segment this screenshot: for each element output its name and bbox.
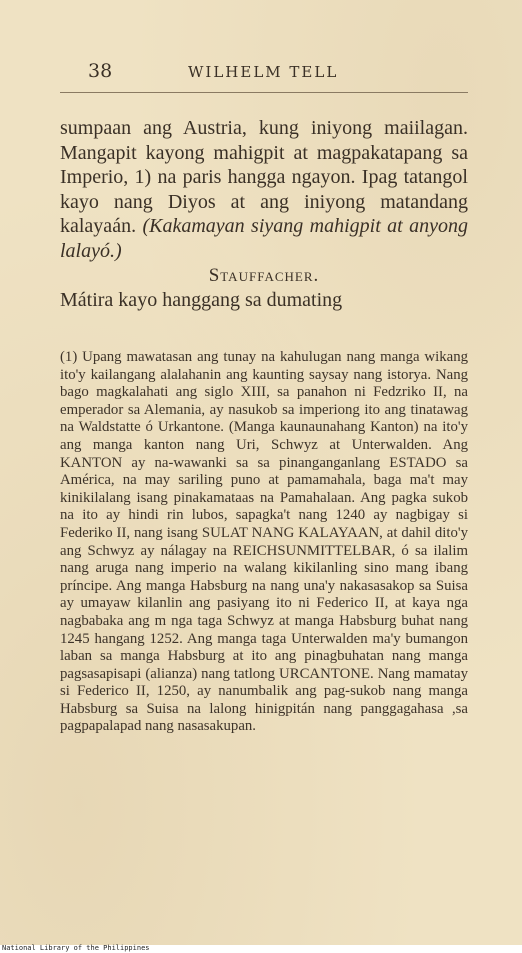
dialogue-paragraph: [60, 116, 468, 264]
footnote-text: (1) Upang mawatasan ang tunay na kahulugan nang manga wikang ito'y kailangang alalahanin ang kaunting saysay nang istorya. Nang bago magkalahati ang siglo XIII, sa panahon ni Fedzriko II, na emperador sa Alemania, ay nasukob sa imperiong ito ang tinatawag na Waldstatte ó Urkantone. (Manga kaunaunahang Kanton) na ito'y ang manga kanton nang Uri, Schwyz at Unterwalden. Ang KANTON ay na-wawanki sa sa pinanganganlang ESTADO sa América, na may sariling puno at pamamahala, baga ma't may kinikilalang isang pinakamataas na Pamahalaan. Ang pagka sukob na ito ay hindi rin lubos, sapagka't nang 1240 ay nagbigay si Federiko II, nang isang SULAT NANG KALAYAAN, at dahil dito'y ang Schwyz ay nálagay na REICHSUNMITTELBAR, ó sa ilalim nang aruga nang imperio na walang kikilanling sino mang ibang príncipe. Ang manga Habsburg na nang una'y nakasasakop sa Suisa ay umayaw kilanlin ang pasiyang ito ni Federico II, at kaya nga nagbabaka ang m nga taga Schwyz at manga Habsburg buhat nang 1245 hangang 1252. Ang manga taga Unterwalden ma'y bumangon laban sa manga Habsburg at ito ang pinagbuhatan nang manga pagsasapisapi (alianza) nang tatlong URCANTONE. Nang mamatay si Federico II, 1250, ay nanumbalik ang pag-sukob nang manga Habsburg sa Suisa na lalong hinigpitán nang panggagahasa ,sa pagpapalapad nang nasasakupan.: [60, 349, 468, 735]
library-credit: National Library of the Philippines: [2, 944, 150, 952]
page-header: [88, 60, 388, 88]
page-number: 38: [88, 60, 113, 82]
speech-line: Mátira kayo hanggang sa dumating: [60, 289, 343, 312]
main-text: [60, 116, 468, 313]
header-rule: [60, 92, 468, 93]
stage-direction: (Kakamayan siyang mahigpit at anyong lalayó.): [60, 215, 468, 262]
dialogue-text: sumpaan ang Austria, kung iniyong maiilagan. Mangapit kayong mahigpit at magpakatapang sa Imperio, 1) na paris hangga ngayon. Ipag tatangol kayo nang Diyos at ang iniyong matandang kalayaán.: [60, 117, 468, 238]
footnote: [60, 349, 468, 736]
speaker-name: Stauffacher.: [208, 264, 320, 286]
running-title: WILHELM TELL: [188, 63, 339, 81]
